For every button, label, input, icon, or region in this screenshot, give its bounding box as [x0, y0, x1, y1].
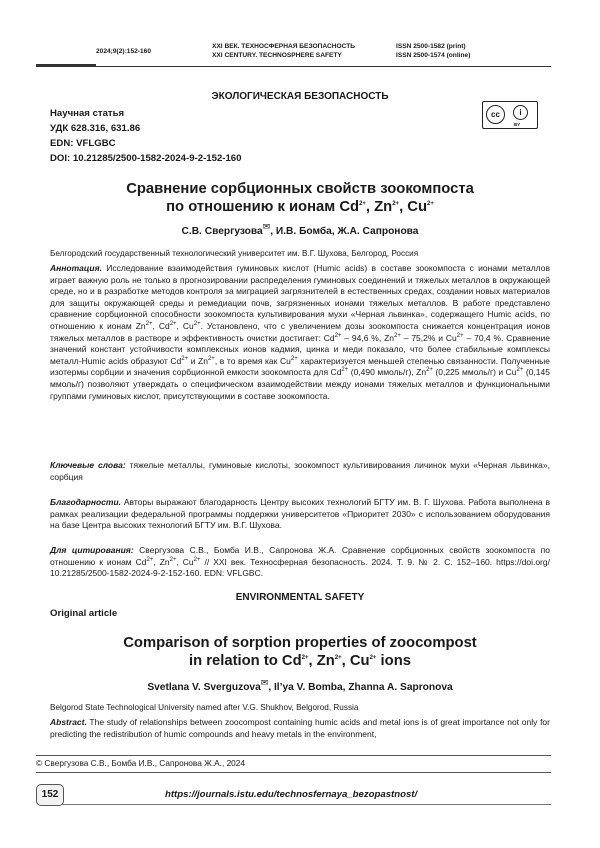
title-ru-text: по отношению к ионам Cd	[166, 199, 360, 215]
sup: 2+	[426, 367, 433, 374]
sup: 2+	[334, 332, 342, 339]
sup: 2+	[145, 321, 153, 328]
sup: 2+	[290, 355, 298, 362]
ack-text: Авторы выражают благодарность Центру высоких технологий БГТУ им. В. Г. Шухова. Работа выполнена в рамках реализации федеральной программы поддержки университетов «Приоритет 2030» с использованием оборудования на базе Центра высоких технологий БГТУ им. В.Г. Шухова.	[50, 497, 550, 531]
abstract-en-label: Abstract.	[50, 717, 87, 727]
edn: EDN: VFLGBC	[50, 138, 116, 149]
sup: 2+	[369, 655, 377, 662]
by-label: BY	[514, 122, 521, 127]
volume-info: 2024;9(2):152-160	[96, 48, 151, 55]
abstract-text: – 75,2% и Cu	[400, 332, 457, 343]
abstract-en-text: The study of relationships between zoocompost containing humic acids and metal ions is of great importance not only for predicting the redistribution of humic compounds and heavy metals in the environment,	[50, 717, 550, 739]
footer-url-rule	[62, 804, 551, 805]
title-en-text: , Cu	[341, 653, 370, 669]
sup: 2+	[456, 332, 464, 339]
envelope-icon[interactable]: ✉	[260, 677, 269, 688]
citation-text: , Zn	[153, 556, 170, 567]
journal-title-ru: XXI ВЕК. ТЕХНОСФЕРНАЯ БЕЗОПАСНОСТЬ	[212, 43, 355, 50]
article-type-ru: Научная статья	[50, 108, 125, 119]
authors-rest: , И.В. Бомба, Ж.А. Сапронова	[270, 226, 419, 237]
keywords-ru	[50, 460, 550, 483]
journal-title-en: XXI CENTURY. TECHNOSPHERE SAFETY	[212, 52, 342, 59]
issn-print: ISSN 2500-1582 (print)	[396, 43, 466, 50]
abstract-text: (0,145 ммоль/г) позволяют утверждать о специфическом взаимодействии между ионами тяжелых металлов и функциональными группами гуминовых кислот, присутствующими в составе зоокомпоста.	[50, 367, 550, 401]
author-1: С.В. Свергузова	[181, 226, 263, 237]
keywords-label: Ключевые слова:	[50, 460, 126, 470]
article-title-en	[0, 634, 600, 670]
udk: УДК 628.316, 631.86	[50, 123, 141, 134]
affiliation-en: Belgorod State Technological University named after V.G. Shukhov, Belgorod, Russia	[50, 703, 359, 712]
header-rule	[36, 66, 551, 67]
header-rule-short	[36, 64, 96, 66]
title-ru-line2	[0, 198, 600, 216]
sup: 2+	[169, 321, 177, 328]
title-ru-line1: Сравнение сорбционных свойств зоокомпоста	[126, 181, 474, 197]
sup: 2+	[207, 355, 215, 362]
abstract-text: (0,490 ммоль/г), Zn	[348, 367, 427, 378]
title-en-text: in relation to Cd	[189, 653, 302, 669]
affiliation-ru: Белгородский государственный технологический университет им. В.Г. Шухова, Белгород, Россия	[50, 249, 419, 258]
doi: DOI: 10.21285/2500-1582-2024-9-2-152-160	[50, 153, 242, 164]
envelope-icon[interactable]: ✉	[262, 221, 271, 232]
sup: 2+	[341, 367, 349, 374]
cc-icon: cc	[486, 105, 505, 124]
abstract-en	[50, 717, 550, 740]
abstract-text: (0,225 ммоль/г) и Cu	[432, 367, 517, 378]
sup: 2+	[193, 556, 201, 563]
citation-ru	[50, 545, 550, 580]
title-ru-text: , Cu	[399, 199, 428, 215]
abstract-text: , Cd	[152, 320, 170, 331]
article-type-en: Original article	[50, 608, 118, 619]
citation-label: Для цитирования:	[50, 545, 134, 555]
footer-rule-bottom	[36, 772, 551, 773]
sup: 2+	[516, 367, 524, 374]
section-title-en: ENVIRONMENTAL SAFETY	[235, 592, 365, 603]
issn-online: ISSN 2500-1574 (online)	[396, 52, 471, 59]
title-en-text: ions	[376, 653, 411, 669]
abstract-text: . Установлено, что с увеличением дозы зоокомпоста снижается концентрация ионов тяжелых металлов в растворе и эффективность очистки достигает: Cd	[50, 320, 550, 343]
authors-en	[0, 677, 600, 693]
abstract-text: – 94,6 %, Zn	[341, 332, 395, 343]
authors-ru	[0, 221, 600, 237]
sup: 2+	[193, 321, 201, 328]
author-1-en: Svetlana V. Sverguzova	[147, 682, 261, 693]
footer-rule-top	[36, 755, 551, 756]
sup: 2+	[392, 201, 400, 208]
abstract-ru	[50, 263, 550, 402]
abstract-label: Аннотация.	[50, 263, 102, 273]
page-number: 152	[36, 784, 64, 806]
cc-license-badge[interactable]	[482, 101, 538, 129]
abstract-text: характеризуется меньшей степенью связанности. Полученные изотермы сорбции и значения сорбционной емкости зоокомпоста для Cd	[50, 355, 551, 378]
sup: 2+	[427, 201, 434, 208]
title-ru-text: , Zn	[365, 199, 393, 215]
person-icon: i	[513, 105, 528, 120]
citation-text: Свергузова С.В., Бомба И.В., Сапронова Ж.А. Сравнение сорбционных свойств зоокомпоста по отношению к ионам Cd	[50, 545, 550, 567]
sup: 2+	[359, 201, 366, 208]
title-en-line2	[0, 652, 600, 670]
article-title-ru	[0, 180, 600, 216]
sup: 2+	[334, 655, 342, 662]
abstract-text: – 70,4 %. Сравнение значений констант устойчивости комплексных ионов кадмия, цинка и меди показало, что более стабильные комплексы металл-Humic acids образуют Cd	[50, 332, 551, 366]
copyright: © Свергузова С.В., Бомба И.В., Сапронова Ж.А., 2024	[36, 758, 246, 768]
sup: 2+	[394, 332, 401, 339]
sup: 2+	[146, 556, 154, 563]
abstract-text: , Cu	[176, 320, 194, 331]
ack-label: Благодарности.	[50, 497, 121, 507]
title-en-line1: Comparison of sorption properties of zoocompost	[123, 635, 477, 651]
sup: 2+	[169, 556, 177, 563]
authors-rest-en: , Il’ya V. Bomba, Zhanna A. Sapronova	[268, 682, 453, 693]
abstract-text: и Zn	[188, 355, 208, 366]
abstract-text: Исследование взаимодействия гуминовых кислот (Humic acids) в составе зоокомпоста с ионами металлов играет важную роль не только в прогнозировании распределения гуминовых соединений и тяжелых металлов в окружающей среде, но и в разработке методов контроля за миграцией загрязнителей в естественных средах, создании новых материалов для защиты окружающей среды и ремедиации почв, загрязненных ионами тяжелых металлов. В работе представлено сравнение сорбционной способности зоокомпоста культивирования мухи «Черная львинка», содержащего Humic acids, по отношению к ионам Zn	[50, 263, 550, 331]
citation-text: // XXI век. Техносферная безопасность. 2024. Т. 9. № 2. С. 152–160. https://doi.org/ 10.21285/2500-1582-2024-9-2-152-160. EDN: VFLGBC.	[50, 556, 550, 579]
citation-text: , Cu	[176, 556, 194, 567]
abstract-text: , в то время как Cu	[214, 355, 291, 366]
sup: 2+	[301, 655, 309, 662]
journal-url[interactable]: https://journals.istu.edu/technosfernaya_bezopastnost/	[165, 789, 418, 800]
title-en-text: , Zn	[308, 653, 335, 669]
acknowledgments-ru	[50, 497, 550, 532]
sup: 2+	[181, 355, 189, 362]
section-title-ru: ЭКОЛОГИЧЕСКАЯ БЕЗОПАСНОСТЬ	[211, 91, 389, 102]
keywords-text: тяжелые металлы, гуминовые кислоты, зоокомпост культивирования личинок мухи «Черная львинка», сорбция	[50, 460, 550, 482]
